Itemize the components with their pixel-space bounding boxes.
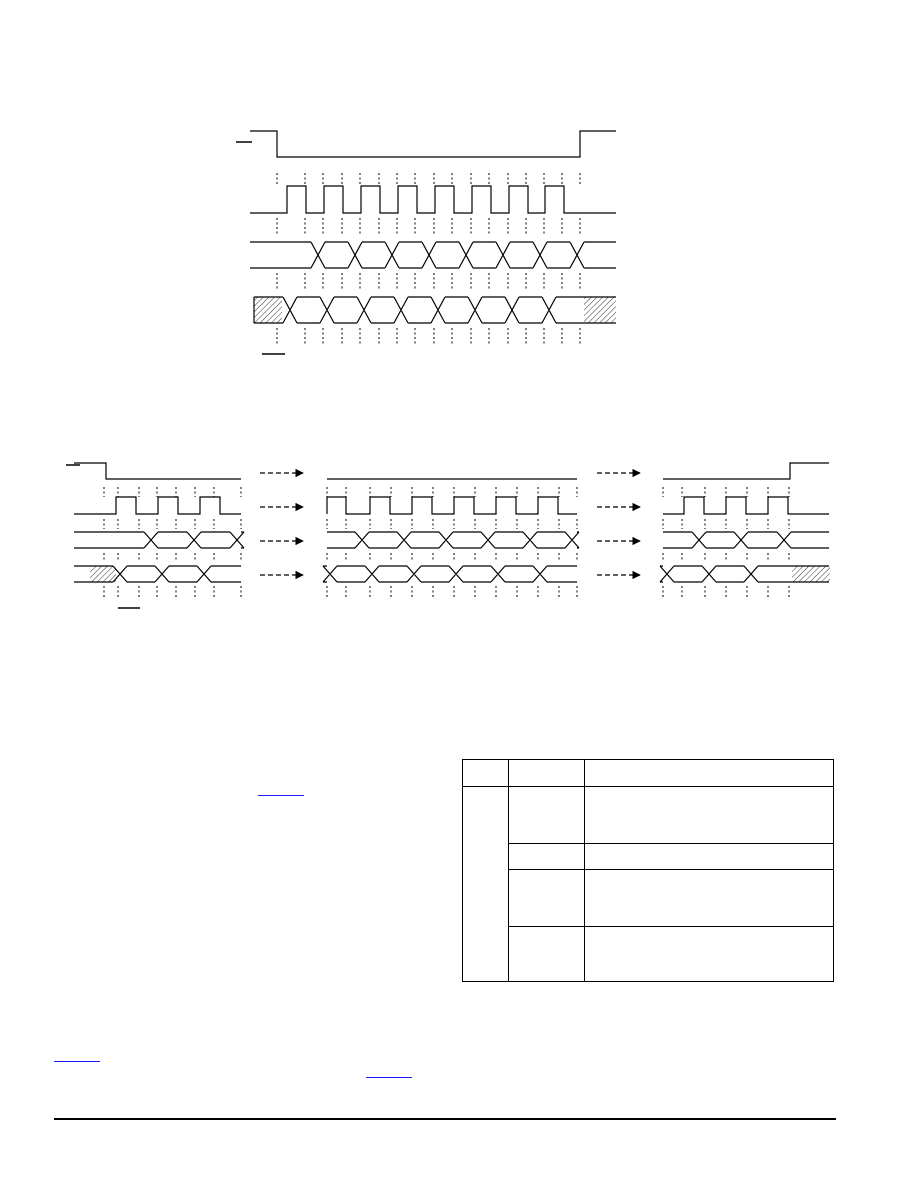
si-bus-seg1 <box>74 532 244 548</box>
continuation-arrows <box>260 473 640 575</box>
table-cell <box>509 787 585 844</box>
table-merged-cell <box>463 787 509 982</box>
so-hatch-end-2 <box>792 566 830 582</box>
table-cell <box>585 844 834 870</box>
si-bus-seg2 <box>327 532 579 548</box>
cs-waveform-seg1 <box>74 463 241 479</box>
table-header-cell <box>509 760 585 787</box>
table-row <box>463 787 834 844</box>
table-cell <box>509 870 585 927</box>
waveforms-2 <box>74 463 830 582</box>
register-table <box>462 759 834 982</box>
link-underline-2[interactable] <box>54 1061 100 1062</box>
link-underline-1[interactable] <box>258 795 304 796</box>
table-header-cell <box>463 760 509 787</box>
sck-waveform-seg1 <box>74 497 241 514</box>
si-bus-seg3 <box>663 532 829 548</box>
table-header-row <box>463 760 834 787</box>
table-cell <box>585 787 834 844</box>
table-cell <box>509 927 585 982</box>
so-hatch-start-2 <box>90 566 116 582</box>
table-header-cell <box>585 760 834 787</box>
link-underline-3[interactable] <box>366 1077 412 1078</box>
table-row <box>463 870 834 927</box>
clock-guide-ticks-2 <box>104 487 789 598</box>
so-bus-seg2 <box>323 566 577 582</box>
table-cell <box>585 870 834 927</box>
table-row <box>463 844 834 870</box>
table-cell <box>509 844 585 870</box>
table-cell <box>585 927 834 982</box>
cs-waveform-seg3 <box>663 463 829 479</box>
footer-rule <box>54 1118 836 1120</box>
sck-waveform-seg3 <box>663 497 829 514</box>
table-row <box>463 927 834 982</box>
sck-waveform-seg2 <box>327 497 577 514</box>
